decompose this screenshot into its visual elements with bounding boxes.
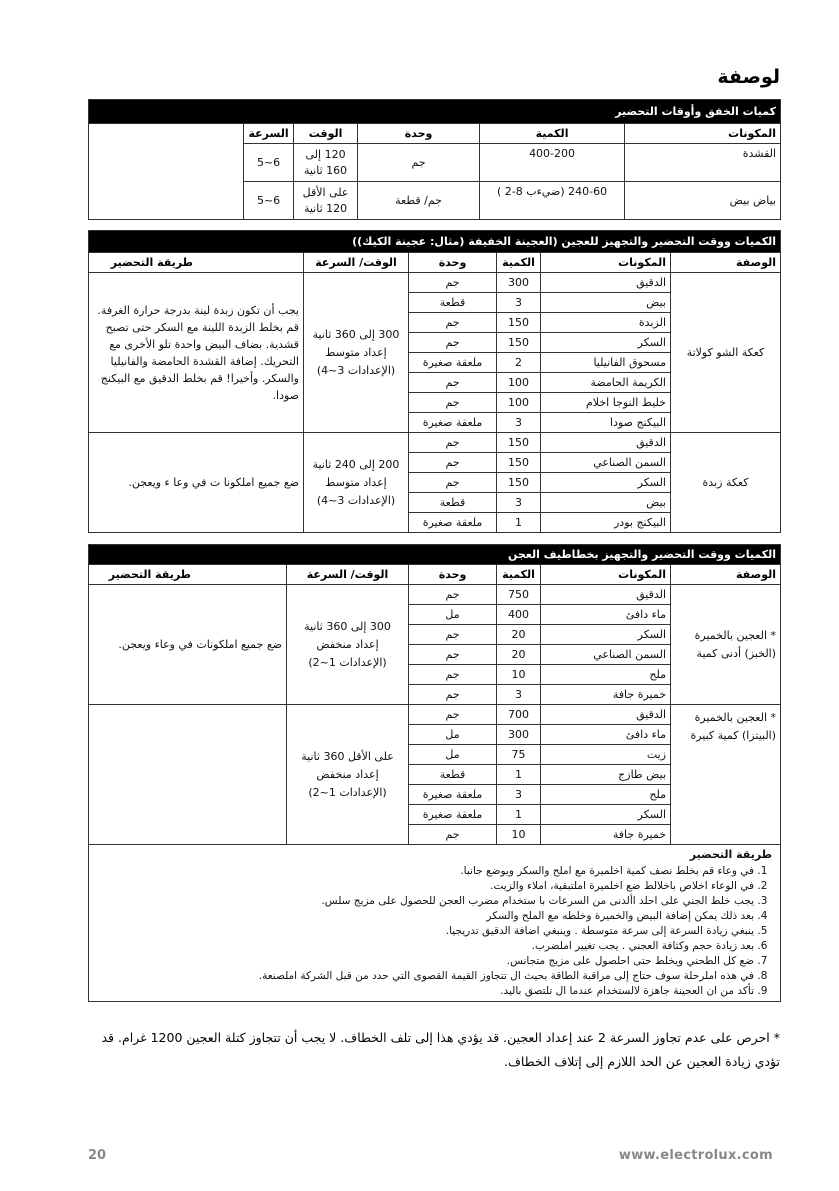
ingredient-cell: خليط النوجا اخلام [541,393,671,413]
qty-cell: 3 [497,413,541,433]
column-header: الكمية [497,565,541,585]
column-header: المكونات [541,253,671,273]
unit-cell: ملعقة صغيرة [409,353,497,373]
qty-cell: 75 [497,745,541,765]
unit-cell: جم [409,625,497,645]
unit-cell: جم [409,453,497,473]
ingredient-cell: السكر [541,805,671,825]
ingredient-cell: الدقيق [541,273,671,293]
column-header: وحدة [409,565,497,585]
footnote-line: * احرص على عدم تجاوز السرعة 2 عند إعداد العجين. قد يؤدي هذا إلى تلف الخطاف. لا يجب أن تتجاوز كتلة العجين 1200 غرام. قد [101,1030,780,1045]
unit-cell: جم [409,373,497,393]
time-cell: على الأقل 120 ثانية [294,182,358,220]
page-title: لوصفة [717,66,780,88]
page-number: 20 [88,1148,107,1163]
ingredient-cell: خميرة جافة [541,825,671,845]
footnote-line: تؤدي زيادة العجين عن الحد اللازم إلى إتلاف الخطاف. [504,1054,780,1069]
unit-cell: قطعة [409,293,497,313]
ingredient-cell: ملح [541,785,671,805]
unit-cell: ملعقة صغيرة [409,805,497,825]
qty-cell: 240-60 (ضيءب 8-2 ) [480,182,625,220]
qty-cell: 150 [497,453,541,473]
unit-cell: جم [409,433,497,453]
unit-cell: جم [409,585,497,605]
ingredient-cell: الدقيق [541,705,671,725]
column-header: الوقت [294,124,358,144]
ingredient-cell: ماء دافئ [541,605,671,625]
ingredient-cell: السمن الصناعي [541,645,671,665]
column-header: المكونات [541,565,671,585]
step-item: 4. بعد ذلك يمكن إضافة البيض والخميرة وخلطه مع الملح والسكر [97,909,754,924]
ingredient-cell: البيكنج بودر [541,513,671,533]
ingredient-cell: بيض [541,293,671,313]
ingredient-cell: مسحوق الفانيليا [541,353,671,373]
recipe-name: * العجين بالخميرة (الخبز) أدنى كمية [671,585,781,705]
footnote [88,1026,780,1074]
column-header: الكمية [497,253,541,273]
unit-cell: جم [409,473,497,493]
ingredient-cell: ملح [541,665,671,685]
qty-cell: 150 [497,433,541,453]
column-header: الوقت/ السرعة [304,253,409,273]
footer-url: www.electrolux.com [618,1148,773,1163]
ingredient-cell: السكر [541,333,671,353]
step-item: 8. في هذه املرحلة سوف حتاج إلى مراقبة الطاقة بحيث ال تتجاوز القيمة القصوى التي حدد من قبل الشركة املصنعة. [97,969,754,984]
column-header: وحدة [358,124,480,144]
qty-cell: 750 [497,585,541,605]
unit-cell: جم [409,825,497,845]
qty-cell: 10 [497,665,541,685]
speed-cell: 300 إلى 360 ثانية إعداد منخفض (الإعدادات 1~2) [287,585,409,705]
unit-cell: جم [358,144,480,182]
section-banner: الكميات ووقت التحضير والتجهيز بخطاطيف العجن [89,545,781,565]
unit-cell: جم [409,393,497,413]
unit-cell: قطعة [409,493,497,513]
unit-cell: جم [409,313,497,333]
unit-cell: قطعة [409,765,497,785]
recipe-name: كعكة الشو كولاتة [671,273,781,433]
qty-cell: 20 [497,645,541,665]
column-header: وحدة [409,253,497,273]
recipe-name: * العجين بالخميرة (البيتزا) كمية كبيرة [671,705,781,845]
ingredient-cell: القشدة [625,144,781,182]
column-header: الوقت/ السرعة [287,565,409,585]
column-header: طريقة التحضير [89,565,287,585]
column-header: طريقة التحضير [89,253,304,273]
recipe-name: كعكة زبدة [671,433,781,533]
section-banner: الكميات ووقت التحضير والتجهيز للعجين (العجينة الخفيفة (مثال: عجينة الكيك)) [89,231,781,253]
unit-cell: جم [409,273,497,293]
qty-cell: 20 [497,625,541,645]
ingredient-cell: البيكنج صودا [541,413,671,433]
dough-hook-table [88,544,781,1002]
whisking-table [88,99,781,220]
speed-cell: على الأقل 360 ثانية إعداد منخفض (الإعدادات 1~2) [287,705,409,845]
speed-cell: 300 إلى 360 ثانية إعداد متوسط (الإعدادات 3~4) [304,273,409,433]
qty-cell: 1 [497,805,541,825]
unit-cell: ملعقة صغيرة [409,513,497,533]
ingredient-cell: الكريمة الحامضة [541,373,671,393]
ingredient-cell: بيض طازج [541,765,671,785]
ingredient-cell: السكر [541,625,671,645]
method-cell [89,705,287,845]
column-header: السرعة [244,124,294,144]
step-item: 7. ضع كل الطحني ويخلط حتى احلصول على مزيج متجانس. [97,954,754,969]
step-item: 5. ينبغي زيادة السرعة إلى سرعة متوسطة . وينبغي اضافة الدقيق تدريجيا. [97,924,754,939]
ingredient-cell: السمن الصناعي [541,453,671,473]
qty-cell: 150 [497,333,541,353]
unit-cell: جم [409,645,497,665]
unit-cell: مل [409,745,497,765]
method-cell: ضع جميع املكونات في وعاء ويعجن. [89,585,287,705]
unit-cell: جم [409,705,497,725]
steps-title: طريقة التحضير [689,848,773,861]
unit-cell: جم [409,333,497,353]
unit-cell: ملعقة صغيرة [409,785,497,805]
column-header: الوصفة [671,253,781,273]
ingredient-cell: زيت [541,745,671,765]
batter-table [88,230,781,533]
step-item: 9. تأكد من ان العجينة جاهزة لالستخدام عندما ال تلتصق باليد. [97,984,754,999]
unit-cell: مل [409,605,497,625]
step-item: 3. يجب خلط الجني على احلد األدنى من السرعات با ستخدام مضرب العجن للحصول على مزيج سلس. [97,894,754,909]
qty-cell: 100 [497,393,541,413]
time-cell: 120 إلى 160 ثانية [294,144,358,182]
qty-cell: 10 [497,825,541,845]
ingredient-cell: بيض [541,493,671,513]
unit-cell: جم [409,685,497,705]
ingredient-cell: الدقيق [541,585,671,605]
unit-cell: جم/ قطعة [358,182,480,220]
column-header: الوصفة [671,565,781,585]
column-header: الكمية [480,124,625,144]
unit-cell: ملعقة صغيرة [409,413,497,433]
qty-cell: 1 [497,513,541,533]
qty-cell: 400-200 [480,144,625,182]
unit-cell: جم [409,665,497,685]
unit-cell: مل [409,725,497,745]
column-header: المكونات [625,124,781,144]
qty-cell: 150 [497,313,541,333]
speed-cell: 200 إلى 240 ثانية إعداد متوسط (الإعدادات 3~4) [304,433,409,533]
ingredient-cell: ماء دافئ [541,725,671,745]
ingredient-cell: السكر [541,473,671,493]
qty-cell: 150 [497,473,541,493]
ingredient-cell: الدقيق [541,433,671,453]
speed-cell: 6~5 [244,144,294,182]
qty-cell: 3 [497,493,541,513]
step-item: 2. في الوعاء اخلاص باخلالط ضع اخلميرة املتبقية، املاء والزيت. [97,879,754,894]
qty-cell: 400 [497,605,541,625]
qty-cell: 3 [497,293,541,313]
ingredient-cell: بياض بيض [625,182,781,220]
method-cell: يجب أن تكون زبدة لينة بدرجة حرارة الغرفة. قم بخلط الزبدة اللينة مع السكر حتى تصبح قشدية. بضاف البيض واحدة تلو الأخرى مع التحريك. إضافة القشدة الحامضة والفانيليا والسكر. وأخيرا! قم بخلط الدقيق مع البيكنج صودا. [89,273,304,433]
qty-cell: 3 [497,685,541,705]
ingredient-cell: الزبدة [541,313,671,333]
step-item: 6. بعد زيادة حجم وكثافة العجني . يجب تغيير املضرب. [97,939,754,954]
qty-cell: 2 [497,353,541,373]
qty-cell: 1 [497,765,541,785]
preparation-steps [89,845,781,1002]
qty-cell: 300 [497,725,541,745]
qty-cell: 3 [497,785,541,805]
qty-cell: 300 [497,273,541,293]
qty-cell: 700 [497,705,541,725]
ingredient-cell: خميرة جافة [541,685,671,705]
step-item: 1. في وعاء قم بخلط نصف كمية اخلميرة مع املح والسكر ويوضع جانبا. [97,864,754,879]
section-banner: كميات الخفق وأوقات التحضير [89,100,781,124]
method-cell: ضع جميع املكونا ت في وعا ء ويعجن. [89,433,304,533]
speed-cell: 6~5 [244,182,294,220]
qty-cell: 100 [497,373,541,393]
